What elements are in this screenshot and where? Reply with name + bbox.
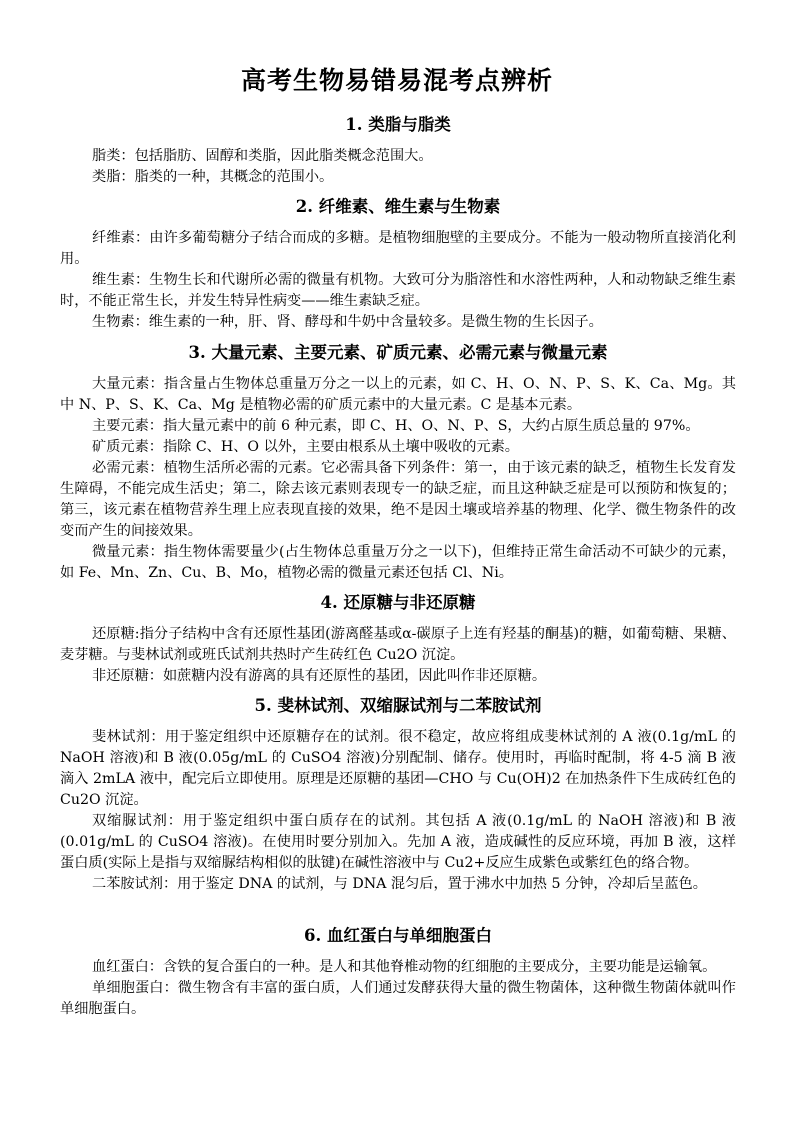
paragraph: 纤维素：由许多葡萄糖分子结合而成的多糖。是植物细胞壁的主要成分。不能为一般动物所直接消化利用。 — [60, 230, 736, 267]
section-heading: 5. 斐林试剂、双缩脲试剂与二苯胺试剂 — [254, 696, 542, 715]
section-heading: 4. 还原糖与非还原糖 — [320, 593, 476, 612]
paragraph: 生物素：维生素的一种，肝、肾、酵母和牛奶中含量较多。是微生物的生长因子。 — [92, 314, 603, 330]
paragraph: 脂类：包括脂肪、固醇和类脂，因此脂类概念范围大。 — [92, 148, 433, 164]
paragraph: 血红蛋白：含铁的复合蛋白的一种。是人和其他脊椎动物的红细胞的主要成分，主要功能是运输氧。 — [92, 959, 717, 975]
paragraph: 双缩脲试剂：用于鉴定组织中蛋白质存在的试剂。其包括 A 液(0.1g/mL 的 NaOH 溶液)和 B 液(0.01g/mL 的 CuSO4 溶液)。在使用时要分别加入。先加 A 液，造成碱性的反应环境，再加 B 液，这样蛋白质(实际上是指与双缩脲结构相似的肽键)在碱性溶液中与 Cu2+反应生成紫色或紫红色的络合物。 — [60, 813, 736, 871]
paragraph: 类脂：脂类的一种，其概念的范围小。 — [92, 169, 334, 185]
section-3 — [60, 340, 736, 584]
section-heading: 2. 纤维素、维生素与生物素 — [295, 197, 501, 216]
section-2 — [60, 194, 736, 333]
section-6 — [60, 923, 736, 1020]
paragraph: 二苯胺试剂：用于鉴定 DNA 的试剂，与 DNA 混匀后，置于沸水中加热 5 分钟，冷却后呈蓝色。 — [92, 876, 707, 892]
section-1 — [60, 112, 736, 188]
paragraph: 非还原糖：如蔗糖内没有游离的具有还原性的基团，因此叫作非还原糖。 — [92, 668, 547, 684]
document-title: 高考生物易错易混考点辨析 — [240, 66, 553, 95]
paragraph: 大量元素：指含量占生物体总重量万分之一以上的元素，如 C、H、O、N、P、S、K、Ca、Mg。其中 N、P、S、K、Ca、Mg 是植物必需的矿质元素中的大量元素。C 是基本元素。 — [60, 376, 736, 413]
section-heading: 3. 大量元素、主要元素、矿质元素、必需元素与微量元素 — [188, 343, 608, 362]
section-5 — [60, 693, 736, 895]
paragraph: 矿质元素：指除 C、H、O 以外，主要由根系从土壤中吸收的元素。 — [92, 439, 519, 455]
section-heading: 6. 血红蛋白与单细胞蛋白 — [304, 926, 492, 945]
paragraph: 单细胞蛋白：微生物含有丰富的蛋白质，人们通过发酵获得大量的微生物菌体，这种微生物菌体就叫作单细胞蛋白。 — [60, 980, 736, 1017]
paragraph: 微量元素：指生物体需要量少(占生物体总重量万分之一以下)，但维持正常生命活动不可缺少的元素，如 Fe、Mn、Zn、Cu、B、Mo，植物必需的微量元素还包括 Cl、Ni。 — [60, 544, 736, 581]
paragraph: 必需元素：植物生活所必需的元素。它必需具备下列条件：第一，由于该元素的缺乏，植物生长发育发生障碍，不能完成生活史；第二，除去该元素则表现专一的缺乏症，而且这种缺乏症是可以预防和恢复的；第三，该元素在植物营养生理上应表现直接的效果，绝不是因土壤或培养基的物理、化学、微生物条件的改变而产生的间接效果。 — [60, 460, 736, 539]
paragraph: 还原糖:指分子结构中含有还原性基团(游离醛基或α-碳原子上连有羟基的酮基)的糖，如葡萄糖、果糖、麦芽糖。与斐林试剂或班氏试剂共热时产生砖红色 Cu2O 沉淀。 — [60, 626, 736, 663]
paragraph: 维生素：生物生长和代谢所必需的微量有机物。大致可分为脂溶性和水溶性两种，人和动物缺乏维生素时，不能正常生长，并发生特异性病变——维生素缺乏症。 — [60, 272, 736, 309]
paragraph: 主要元素：指大量元素中的前 6 种元素，即 C、H、O、N、P、S，大约占原生质总量的 97%。 — [92, 418, 700, 434]
section-4 — [60, 590, 736, 687]
section-heading: 1. 类脂与脂类 — [345, 115, 451, 134]
paragraph: 斐林试剂：用于鉴定组织中还原糖存在的试剂。很不稳定，故应将组成斐林试剂的 A 液(0.1g/mL 的 NaOH 溶液)和 B 液(0.05g/mL 的 CuSO4 溶液)分别配制、储存。使用时，再临时配制，将 4-5 滴 B 液滴入 2mLA 液中，配完后立即使用。原理是还原糖的基团—CHO 与 Cu(OH)2 在加热条件下生成砖红色的 Cu2O 沉淀。 — [60, 729, 736, 808]
